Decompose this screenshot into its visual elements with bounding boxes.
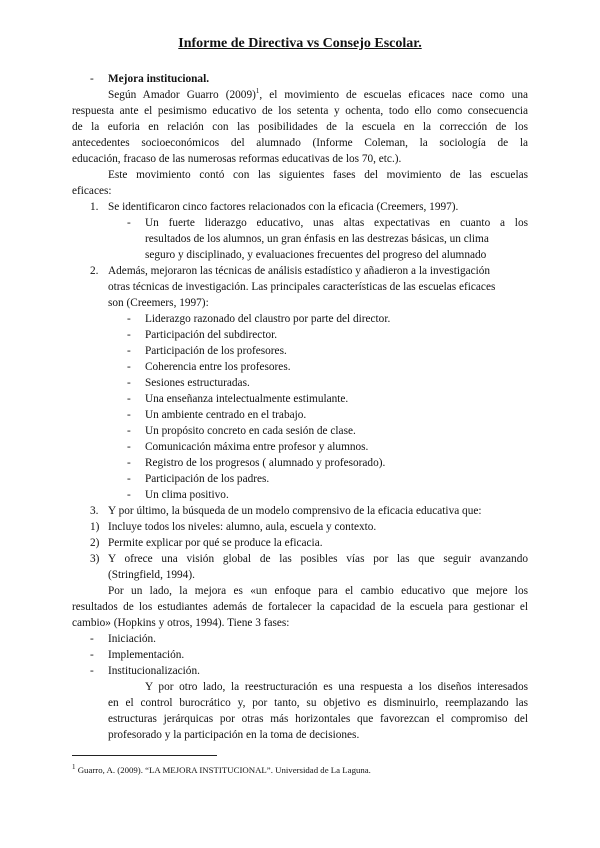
sub-bullet: -: [127, 393, 131, 405]
list-number: 1.: [90, 201, 99, 213]
characteristic-item: Liderazgo razonado del claustro por parte del director.: [145, 313, 391, 325]
sub-bullet: -: [127, 345, 131, 357]
sub-bullet: -: [127, 489, 131, 501]
bullet: -: [90, 649, 94, 661]
bullet: -: [90, 633, 94, 645]
sub-number: 1): [90, 521, 100, 533]
sub-bullet: -: [127, 329, 131, 341]
paragraph-line: en el control burocrático y, por tanto, su objetivo es disminuirlo, reemplazando las: [108, 697, 528, 709]
characteristic-item: Un propósito concreto en cada sesión de clase.: [145, 425, 356, 437]
bullet: -: [90, 665, 94, 677]
characteristic-item: Registro de los progresos ( alumnado y profesorado).: [145, 457, 386, 469]
characteristic-item: Un ambiente centrado en el trabajo.: [145, 409, 307, 421]
paragraph-line: Según Amador Guarro $(2009)^1$, el movimiento de escuelas eficaces nace como una: [108, 87, 528, 101]
characteristic-item: Participación de los profesores.: [145, 345, 287, 357]
sub-bullet: -: [127, 473, 131, 485]
list-item-line: otras técnicas de investigación. Las principales características de las escuelas eficaces: [108, 281, 496, 293]
sub-bullet: -: [127, 313, 131, 325]
phase-item: Implementación.: [108, 649, 185, 661]
paragraph-line: eficaces:: [72, 185, 112, 197]
paragraph-line: antecedentes socioeconómicos del alumnado (Informe Coleman, la sociología de la: [72, 137, 528, 149]
characteristic-item: Participación del subdirector.: [145, 329, 278, 341]
phase-item: Institucionalización.: [108, 665, 200, 677]
characteristic-item: Coherencia entre los profesores.: [145, 361, 291, 373]
paragraph-line: cambio» (Hopkins y otros, 1994). Tiene 3 fases:: [72, 617, 290, 629]
sub-item-line: Permite explicar por qué se produce la eficacia.: [108, 537, 323, 549]
paragraph-line: de la euforia en relación con las posibilidades de la escuela en la corrección de los: [72, 121, 528, 133]
paragraph-line: educación, fracaso de las numerosas reformas educativas de los 70, etc.).: [72, 153, 402, 165]
footnote-reference: 1: [255, 87, 260, 96]
sub-number: 2): [90, 537, 100, 549]
paragraph-line: Y por otro lado, la reestructuración es una respuesta a los diseños interesados: [145, 681, 528, 693]
list-item: Y por último, la búsqueda de un modelo comprensivo de la eficacia educativa que:: [108, 505, 482, 517]
sub-item-line: seguro y disciplinado, y evaluaciones frecuentes del progreso del alumnado: [145, 249, 487, 261]
characteristic-item: Un clima positivo.: [145, 489, 229, 501]
paragraph-line: estructuras jerárquicas por otras más horizontales que favorezcan el compromiso del: [108, 713, 528, 725]
sub-bullet: -: [127, 217, 131, 229]
characteristic-item: Sesiones estructuradas.: [145, 377, 250, 389]
sub-bullet: -: [127, 377, 131, 389]
phase-item: Iniciación.: [108, 633, 156, 645]
sub-bullet: -: [127, 425, 131, 437]
list-item-line: Además, mejoraron las técnicas de análisis estadístico y añadieron a la investigación: [108, 265, 491, 277]
sub-bullet: -: [127, 441, 131, 453]
sub-bullet: -: [127, 457, 131, 469]
paragraph-line: Este movimiento contó con las siguientes fases del movimiento de las escuelas: [108, 169, 528, 181]
sub-bullet: -: [127, 361, 131, 373]
sub-item-line: resultados de los alumnos, un gran énfasis en las destrezas básicas, un clima: [145, 233, 489, 245]
sub-item-line: (Stringfield, 1994).: [108, 569, 195, 581]
sub-bullet: -: [127, 409, 131, 421]
footnote: [72, 765, 371, 775]
characteristic-item: Participación de los padres.: [145, 473, 270, 485]
paragraph-line: resultados de los estudiantes además de fortalecer la capacidad de la escuela para gestionar el: [72, 601, 528, 613]
section-heading: Mejora institucional.: [108, 73, 210, 85]
footnote-mark: 1: [72, 763, 76, 772]
list-number: 3.: [90, 505, 99, 517]
paragraph-line: Por un lado, la mejora es «un enfoque para el cambio educativo que mejore los: [108, 585, 528, 597]
characteristic-item: Comunicación máxima entre profesor y alumnos.: [145, 441, 369, 453]
list-item: Se identificaron cinco factores relacionados con la eficacia (Creemers, 1997).: [108, 201, 459, 213]
paragraph-line: respuesta ante el pesimismo educativo de los setenta y ochenta, todo ello como consecuencia: [72, 105, 528, 117]
list-item-line: son (Creemers, 1997):: [108, 297, 209, 309]
sub-item-line: Y ofrece una visión global de las posibles vías por las que seguir avanzando: [108, 553, 528, 565]
characteristic-item: Una enseñanza intelectualmente estimulante.: [145, 393, 349, 405]
paragraph-line: profesorado y la participación en la toma de decisiones.: [108, 729, 360, 741]
sub-item-line: Incluye todos los niveles: alumno, aula, escuela y contexto.: [108, 521, 377, 533]
footnote-text: Guarro, A. (2009). “LA MEJORA INSTITUCIONAL”. Universidad de La Laguna.: [75, 765, 371, 775]
sub-number: 3): [90, 553, 100, 565]
document-title: Informe de Directiva vs Consejo Escolar.: [178, 36, 422, 51]
footnote-separator: [72, 755, 217, 756]
section-bullet: -: [90, 73, 94, 85]
sub-item-line: Un fuerte liderazgo educativo, unas altas expectativas en cuanto a los: [145, 217, 528, 229]
list-number: 2.: [90, 265, 99, 277]
